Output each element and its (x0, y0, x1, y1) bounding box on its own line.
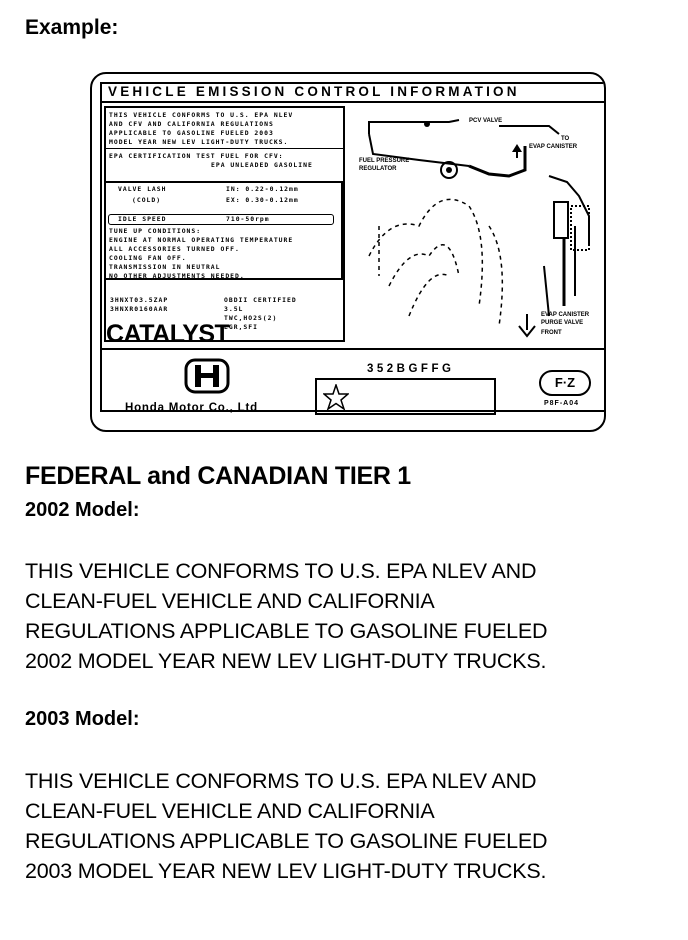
tune-line: TUNE UP CONDITIONS: (109, 227, 202, 235)
manufacturer-name: Honda Motor Co., Ltd (125, 402, 258, 414)
conform-line: THIS VEHICLE CONFORMS TO U.S. EPA NLEV (109, 111, 294, 119)
tune-line: COOLING FAN OFF. (109, 254, 187, 262)
paragraph-line: 2002 MODEL YEAR NEW LEV LIGHT-DUTY TRUCKS. (25, 649, 547, 673)
model-text-2002 (25, 556, 547, 676)
paragraph-line: 2003 MODEL YEAR NEW LEV LIGHT-DUTY TRUCKS. (25, 859, 547, 883)
engine-code: 3HNXR0160AAR (110, 305, 169, 313)
model-heading-2003: 2003 Model: (25, 708, 140, 730)
spec-value: EX: 0.30-0.12mm (226, 196, 299, 204)
conform-line: AND CFV AND CALIFORNIA REGULATIONS (109, 120, 274, 128)
conform-line: APPLICABLE TO GASOLINE FUELED 2003 (109, 129, 274, 137)
catalyst-text: CATALYST (106, 320, 230, 348)
tune-line: TRANSMISSION IN NEUTRAL (109, 263, 221, 271)
part-number: P8F-A04 (544, 400, 580, 407)
tune-line: ENGINE AT NORMAL OPERATING TEMPERATURE (109, 236, 294, 244)
evap-canister-label-2: EVAP CANISTER (541, 312, 590, 318)
divider (106, 148, 343, 149)
cert-fuel-value: EPA UNLEADED GASOLINE (211, 161, 313, 169)
fz-mark: F·Z (539, 370, 591, 396)
example-label: Example: (25, 16, 119, 39)
purge-valve-label: PURGE VALVE (541, 320, 584, 326)
conform-statement (109, 111, 342, 147)
specs-box (106, 181, 343, 280)
regulator-label: REGULATOR (359, 166, 397, 172)
spec-label: (COLD) (132, 196, 162, 204)
pcv-valve-label: PCV VALVE (469, 118, 503, 124)
paragraph-line: REGULATIONS APPLICABLE TO GASOLINE FUELED (25, 619, 548, 643)
paragraph-line: THIS VEHICLE CONFORMS TO U.S. EPA NLEV AND (25, 559, 537, 583)
bottom-divider (100, 348, 606, 350)
fuel-pressure-label: FUEL PRESSURE (359, 158, 410, 164)
spec-value: IN: 0.22-0.12mm (226, 185, 299, 193)
star-box (315, 378, 496, 415)
honda-logo-icon (184, 358, 230, 394)
tune-line: ALL ACCESSORIES TURNED OFF. (109, 245, 240, 253)
paragraph-line: REGULATIONS APPLICABLE TO GASOLINE FUELED (25, 829, 548, 853)
spec-label: IDLE SPEED (118, 215, 167, 223)
engine-spec: EGR,SFI (224, 323, 258, 331)
paragraph-line: THIS VEHICLE CONFORMS TO U.S. EPA NLEV AND (25, 769, 537, 793)
spec-value: 710-50rpm (226, 215, 270, 223)
model-heading-2002: 2002 Model: (25, 499, 140, 521)
conform-line: MODEL YEAR NEW LEV LIGHT-DUTY TRUCKS. (109, 138, 289, 146)
engine-spec: 3.5L (224, 305, 244, 313)
title-divider (100, 101, 606, 103)
engine-specs (224, 296, 297, 332)
front-label: FRONT (541, 330, 562, 336)
label-title: VEHICLE EMISSION CONTROL INFORMATION (108, 84, 520, 99)
tune-line: NO OTHER ADJUSTMENTS NEEDED. (109, 272, 245, 280)
label-code: 352BGFFG (367, 363, 455, 375)
star-icon (323, 384, 349, 410)
vacuum-hose-diagram (349, 106, 605, 344)
cert-fuel-label: EPA CERTIFICATION TEST FUEL FOR CFV: (109, 152, 284, 160)
to-label: TO (561, 136, 570, 142)
evap-canister-label: EVAP CANISTER (529, 144, 578, 150)
paragraph-line: CLEAN-FUEL VEHICLE AND CALIFORNIA (25, 589, 435, 613)
engine-code: 3HNXT03.5ZAP (110, 296, 169, 304)
engine-spec: OBDII CERTIFIED (224, 296, 297, 304)
spec-label: VALVE LASH (118, 185, 167, 193)
section-heading: FEDERAL and CANADIAN TIER 1 (25, 462, 411, 490)
engine-family-codes (110, 296, 168, 314)
model-text-2003 (25, 766, 547, 886)
emission-label-panel (90, 72, 606, 432)
tune-up-conditions (109, 227, 293, 281)
paragraph-line: CLEAN-FUEL VEHICLE AND CALIFORNIA (25, 799, 435, 823)
engine-spec: TWC,HO2S(2) (224, 314, 278, 322)
